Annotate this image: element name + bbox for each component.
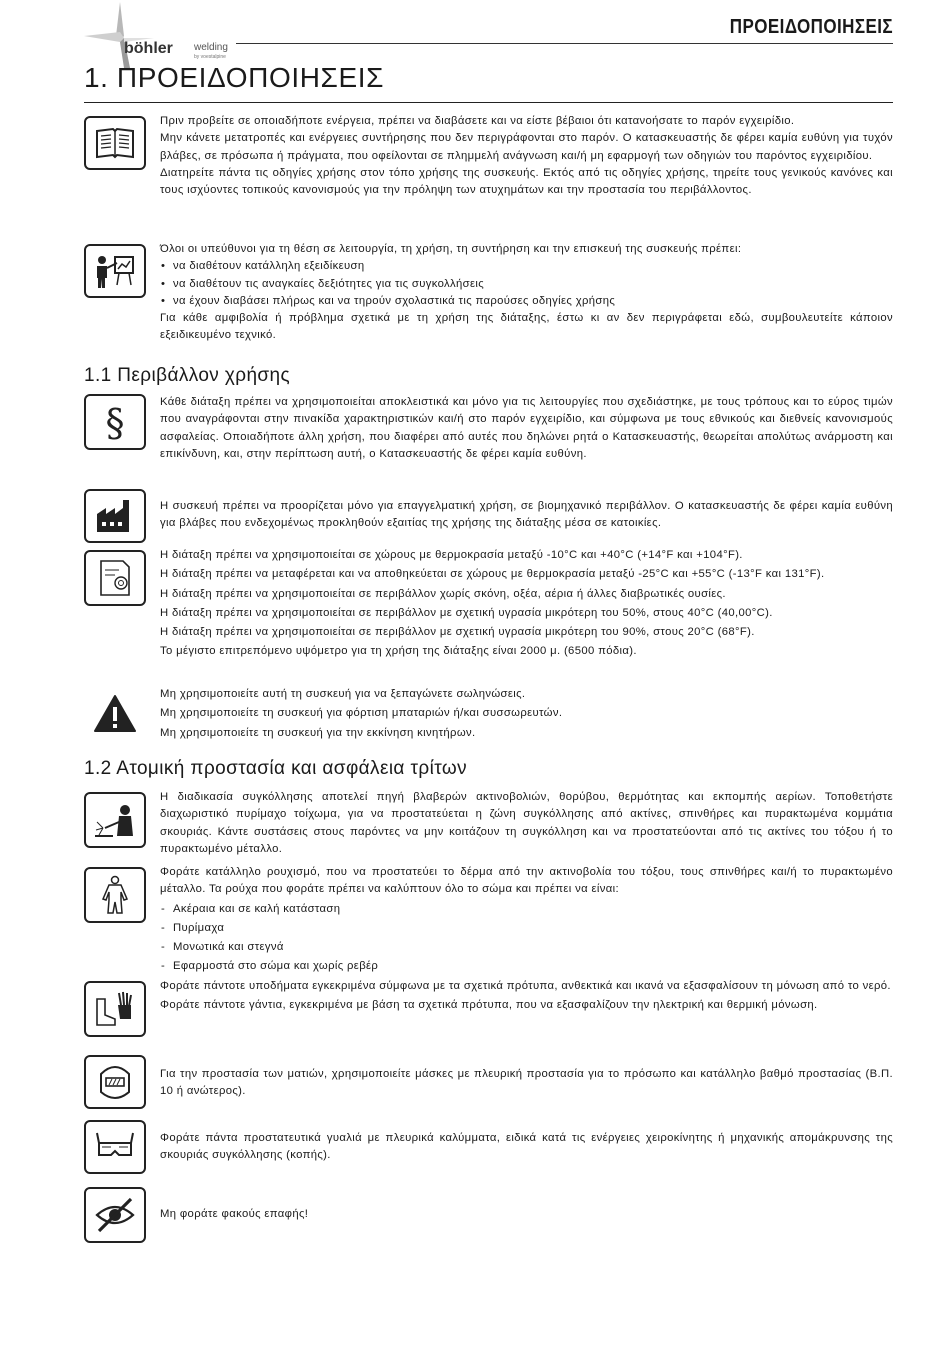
condition-line: Η διάταξη πρέπει να χρησιμοποιείται σε περιβάλλον με σχετική υγρασία μικρότερη του 50%, στους 40°C (40,00°C). — [160, 606, 773, 619]
list-item: - Μονωτικά και στεγνά — [160, 939, 893, 956]
clothing-list — [160, 901, 893, 976]
shoes-gloves-block — [84, 978, 893, 1015]
intro-block — [84, 113, 893, 199]
svg-text:§: § — [105, 402, 125, 442]
condition-line: Η διάταξη πρέπει να χρησιμοποιείται σε περιβάλλον χωρίς σκόνη, οξέα, αέρια ή άλλες διαβρωτικές ουσίες. — [160, 587, 726, 600]
intro-paragraph: Διατηρείτε πάντα τις οδηγίες χρήσης στον τόπο χρήσης της συσκευής. Εκτός από τις οδηγίες χρήσης, τηρείτε τους γενικούς κανόνες και τους ισχύοντες τοπικούς κανονισμούς για την πρόληψη των ατυχημάτων και την προστασία του περιβάλλοντος. — [160, 166, 893, 197]
list-item: • να διαθέτουν τις αναγκαίες δεξιότητες για τις συγκολλήσεις — [160, 276, 893, 293]
clothing-lead: Φοράτε κατάλληλο ρουχισμό, που να προστατεύει το δέρμα από την ακτινοβολία του τόξου, τους σπινθήρες και/ή το πυρακτωμένο μέταλλο. Τα ρούχα που φοράτε πρέπει να καλύπτουν όλο το σώμα και πρέπει να είναι: — [160, 866, 893, 896]
certificate-document-icon — [84, 550, 146, 606]
condition-line: Η διάταξη πρέπει να μεταφέρεται και να αποθηκεύεται σε χώρους με θερμοκρασία μεταξύ -25°C και +55°C (-13°F και 131°F). — [160, 568, 825, 581]
no-contact-lenses-icon — [84, 1187, 146, 1243]
list-item: • να έχουν διαβάσει πλήρως και να τηρούν σχολαστικά τις παρούσες οδηγίες χρήσης — [160, 293, 893, 310]
gloves-text: Φοράτε πάντοτε γάντια, εγκεκριμένα με βάση τα σχετικά πρότυπα, που να εξασφαλίζουν την ηλεκτρική και θερμική μόνωση. — [160, 999, 818, 1012]
personnel-list — [160, 258, 893, 310]
personnel-lead: Όλοι οι υπεύθυνοι για τη θέση σε λειτουργία, τη χρήση, τη συντήρηση και την επισκευή της συσκευής πρέπει: — [160, 243, 742, 255]
goggles-block — [84, 1120, 893, 1165]
trainer-presentation-icon — [84, 244, 146, 298]
mask-block — [84, 1055, 893, 1101]
manual-book-icon — [84, 116, 146, 170]
radiation-text: Η διαδικασία συγκόλλησης αποτελεί πηγή βλαβερών ακτινοβολιών, θορύβου, θερμότητας και εκπομπής αερίων. Τοποθετήστε διαχωριστικό πυρίμαχο τοίχωμα, για να προστατεύεται η ζώνη συγκόλλησης από ακτίνες, σπινθήρες και πυρακτωμένα κομμάτια σκουριάς. Κάντε συστάσεις στους παρόντες να μην κοιτάζουν τη συγκόλληση και να προστατεύονται από τις ακτίνες του τόξου ή το πυρακτωμένο μέταλλο. — [160, 791, 893, 855]
running-title: ΠΡΟΕΙΔΟΠΟΙΗΣΕΙΣ — [729, 16, 893, 38]
industrial-block — [84, 489, 893, 533]
prohibition-line: Μη χρησιμοποιείτε τη συσκευή για την εκκίνηση κινητήρων. — [160, 726, 476, 739]
list-item: - Ακέραια και σε καλή κατάσταση — [160, 901, 893, 918]
radiation-block — [84, 789, 893, 858]
condition-line: Η διάταξη πρέπει να χρησιμοποιείται σε περιβάλλον με σχετική υγρασία μικρότερη του 90%, στους 20°C (68°F). — [160, 626, 755, 639]
condition-line: Η διάταξη πρέπει να χρησιμοποιείται σε χώρους με θερμοκρασία μεταξύ -10°C και +40°C (+14°F και +104°F). — [160, 549, 743, 561]
factory-icon — [84, 489, 146, 543]
goggles-text: Φοράτε πάντα προστατευτικά γυαλιά με πλευρικά καλύμματα, ειδικά κατά τις ενέργειες χειροκίνητης ή μηχανικής απομάκρυνσης της σκουριάς συγκόλλησης (κοπής). — [160, 1132, 893, 1162]
shoes-text: Φοράτε πάντοτε υποδήματα εγκεκριμένα σύμφωνα με τα σχετικά πρότυπα, ανθεκτικά και ικανά να εξασφαλίσουν τη μόνωση από το νερό. — [160, 980, 891, 992]
bohler-welding-logo — [84, 2, 244, 70]
lenses-block — [84, 1187, 893, 1223]
section-heading-1-1: 1.1 Περιβάλλον χρήσης — [84, 365, 291, 386]
intro-paragraph: Μην κάνετε μετατροπές και ενέργειες συντήρησης που δεν περιγράφονται στο παρόν. Ο κατασκευαστής δε φέρει καμία ευθύνη για τυχόν βλάβες, σε πρόσωπα ή πράγματα, που οφείλονται σε πλημμελή ανάγνωση και/ή μη εφαρμογή των οδηγιών του παρόντος εγχειριδίου. — [160, 132, 893, 162]
title-rule — [84, 102, 893, 103]
prohibitions-block — [84, 686, 893, 742]
brand-sub: welding — [194, 42, 228, 53]
lenses-text: Μη φοράτε φακούς επαφής! — [160, 1208, 309, 1220]
brand-name: böhler — [124, 40, 173, 57]
prohibition-line: Μη χρησιμοποιείτε τη συσκευή για φόρτιση μπαταριών ή/και συσσωρευτών. — [160, 707, 563, 720]
boots-gloves-icon — [84, 981, 146, 1037]
section-heading-1-2: 1.2 Ατομική προστασία και ασφάλεια τρίτων — [84, 758, 468, 779]
clothing-block — [84, 864, 893, 976]
list-item: • να διαθέτουν κατάλληλη εξειδίκευση — [160, 258, 893, 275]
intro-paragraph: Πριν προβείτε σε οποιαδήποτε ενέργεια, πρέπει να διαβάσετε και να είστε βέβαιοι ότι κατανοήσατε το παρόν εγχειρίδιο. — [160, 115, 795, 127]
brand-tag: by voestalpine — [194, 54, 226, 60]
list-item: - Πυρίμαχα — [160, 920, 893, 937]
personnel-note: Για κάθε αμφιβολία ή πρόβλημα σχετικά με τη χρήση της διάταξης, έστω κι αν δεν περιγράφεται εδώ, συμβουλευτείτε κάποιον εξειδικευμένο τεχνικό. — [160, 312, 893, 342]
safety-goggles-icon — [84, 1120, 146, 1174]
page-title: 1. ΠΡΟΕΙΔΟΠΟΙΗΣΕΙΣ — [84, 62, 385, 93]
personnel-block — [84, 241, 893, 345]
condition-line: Το μέγιστο επιτρεπόμενο υψόμετρο για τη χρήση της διάταξης είναι 2000 μ. (6500 πόδια). — [160, 645, 637, 658]
conditions-block — [84, 547, 893, 661]
warning-triangle-icon — [84, 686, 146, 740]
welding-mask-icon — [84, 1055, 146, 1109]
header-rule — [236, 43, 893, 44]
welder-sparks-icon — [84, 792, 146, 848]
paragraph-section-icon — [84, 394, 146, 450]
legal-block — [84, 394, 893, 463]
legal-text: Κάθε διάταξη πρέπει να χρησιμοποιείται αποκλειστικά και μόνο για τις λειτουργίες που σχεδιάστηκε, με τους τρόπους και το εύρος τιμών που αναγράφονται στην πινακίδα χαρακτηριστικών και/ή στο παρόν εγχειρίδιο, και σύμφωνα με τους εθνικούς και διεθνείς κανονισμούς ασφαλείας. Οποιαδήποτε άλλη χρήση, που διαφέρει από αυτές που δηλώνει ρητά ο Κατασκευαστής, θεωρείται απολύτως ανάρμοστη και επικίνδυνη, και, στην περίπτωση αυτή, ο Κατασκευαστής δε φέρει καμία ευθύνη. — [160, 396, 893, 460]
protective-suit-icon — [84, 867, 146, 923]
mask-text: Για την προστασία των ματιών, χρησιμοποιείτε μάσκες με πλευρική προστασία για το πρόσωπο και κατάλληλο βαθμό προστασίας (Β.Π. 10 ή ανώτερος). — [160, 1068, 893, 1098]
industrial-text: Η συσκευή πρέπει να προορίζεται μόνο για επαγγελματική χρήση, σε βιομηχανικό περιβάλλον. Ο κατασκευαστής δε φέρει καμία ευθύνη για βλάβες που ενδεχομένως προκληθούν εξαιτίας της χρήσης της διάταξης μέσα σε κατοικίες. — [160, 500, 893, 530]
list-item: - Εφαρμοστά στο σώμα και χωρίς ρεβέρ — [160, 958, 893, 975]
prohibition-line: Μη χρησιμοποιείτε αυτή τη συσκευή για να ξεπαγώνετε σωληνώσεις. — [160, 688, 526, 700]
